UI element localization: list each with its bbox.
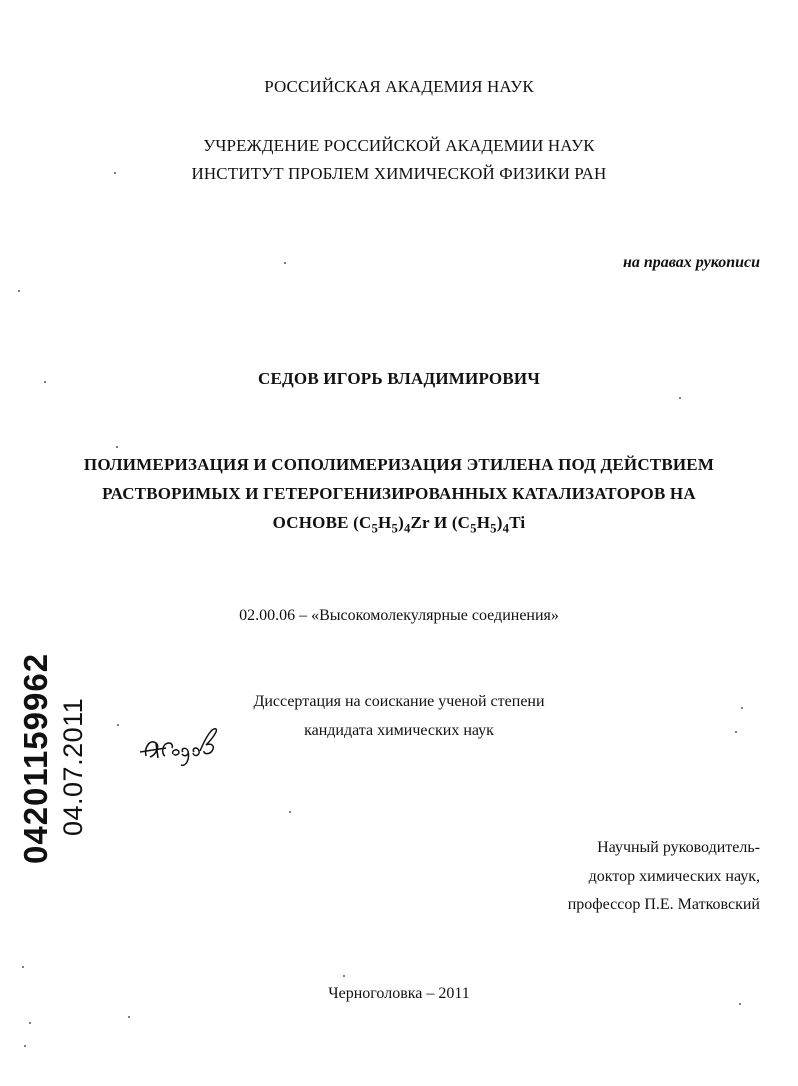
title-element: Zr И (C bbox=[410, 513, 471, 532]
title-line-3 bbox=[0, 513, 798, 536]
subscript: 5 bbox=[490, 521, 497, 536]
organization-line-3: ИНСТИТУТ ПРОБЛЕМ ХИМИЧЕСКОЙ ФИЗИКИ РАН bbox=[191, 164, 607, 183]
scan-speck bbox=[117, 724, 119, 726]
scan-speck bbox=[128, 1016, 130, 1018]
scan-speck bbox=[284, 262, 286, 264]
scan-speck bbox=[289, 811, 291, 813]
scan-speck bbox=[739, 1003, 741, 1005]
title-element: H bbox=[378, 513, 392, 532]
scan-speck bbox=[114, 172, 116, 174]
advisor-line-3: профессор П.Е. Матковский bbox=[567, 896, 760, 913]
organization-line-1: РОССИЙСКАЯ АКАДЕМИЯ НАУК bbox=[264, 77, 534, 96]
scan-speck bbox=[18, 290, 20, 292]
subscript: 4 bbox=[403, 521, 411, 536]
specialty-code: 02.00.06 – «Высокомолекулярные соединения» bbox=[239, 607, 559, 624]
scan-speck bbox=[24, 1045, 26, 1047]
title-bracket: ) bbox=[496, 513, 503, 532]
title-prefix: ОСНОВЕ (C bbox=[272, 513, 372, 532]
scan-speck bbox=[343, 975, 345, 977]
scan-speck bbox=[116, 446, 118, 448]
title-line-1: ПОЛИМЕРИЗАЦИЯ И СОПОЛИМЕРИЗАЦИЯ ЭТИЛЕНА ПОД ДЕЙСТВИЕМ bbox=[83, 455, 715, 474]
registration-stamp-number: 04201159962 bbox=[17, 652, 54, 864]
scan-speck bbox=[29, 1022, 31, 1024]
manuscript-note: на правах рукописи bbox=[622, 254, 760, 271]
subscript: 4 bbox=[502, 521, 510, 536]
title-line-2: РАСТВОРИМЫХ И ГЕТЕРОГЕНИЗИРОВАННЫХ КАТАЛИЗАТОРОВ НА bbox=[102, 484, 696, 503]
scan-speck bbox=[679, 397, 681, 399]
scan-speck bbox=[44, 381, 46, 383]
place-year: Черноголовка – 2011 bbox=[328, 985, 470, 1002]
organization-line-2: УЧРЕЖДЕНИЕ РОССИЙСКОЙ АКАДЕМИИ НАУК bbox=[203, 136, 595, 155]
dissertation-line-1: Диссертация на соискание ученой степени bbox=[253, 693, 545, 710]
advisor-line-1: Научный руководитель- bbox=[597, 839, 760, 856]
registration-stamp-date: 04.07.2011 bbox=[58, 697, 88, 836]
title-element: Ti bbox=[509, 513, 526, 532]
advisor-line-2: доктор химических наук, bbox=[588, 868, 760, 885]
subscript: 5 bbox=[371, 521, 379, 536]
handwritten-signature bbox=[136, 721, 226, 771]
title-element: H bbox=[476, 513, 491, 532]
scan-speck bbox=[735, 731, 737, 733]
subscript: 5 bbox=[470, 521, 477, 536]
scan-speck bbox=[741, 707, 743, 709]
scan-speck bbox=[22, 966, 24, 968]
title-bracket: ) bbox=[398, 513, 404, 532]
author-name: СЕДОВ ИГОРЬ ВЛАДИМИРОВИЧ bbox=[257, 369, 540, 388]
dissertation-line-2: кандидата химических наук bbox=[304, 722, 494, 739]
subscript: 5 bbox=[391, 521, 399, 536]
